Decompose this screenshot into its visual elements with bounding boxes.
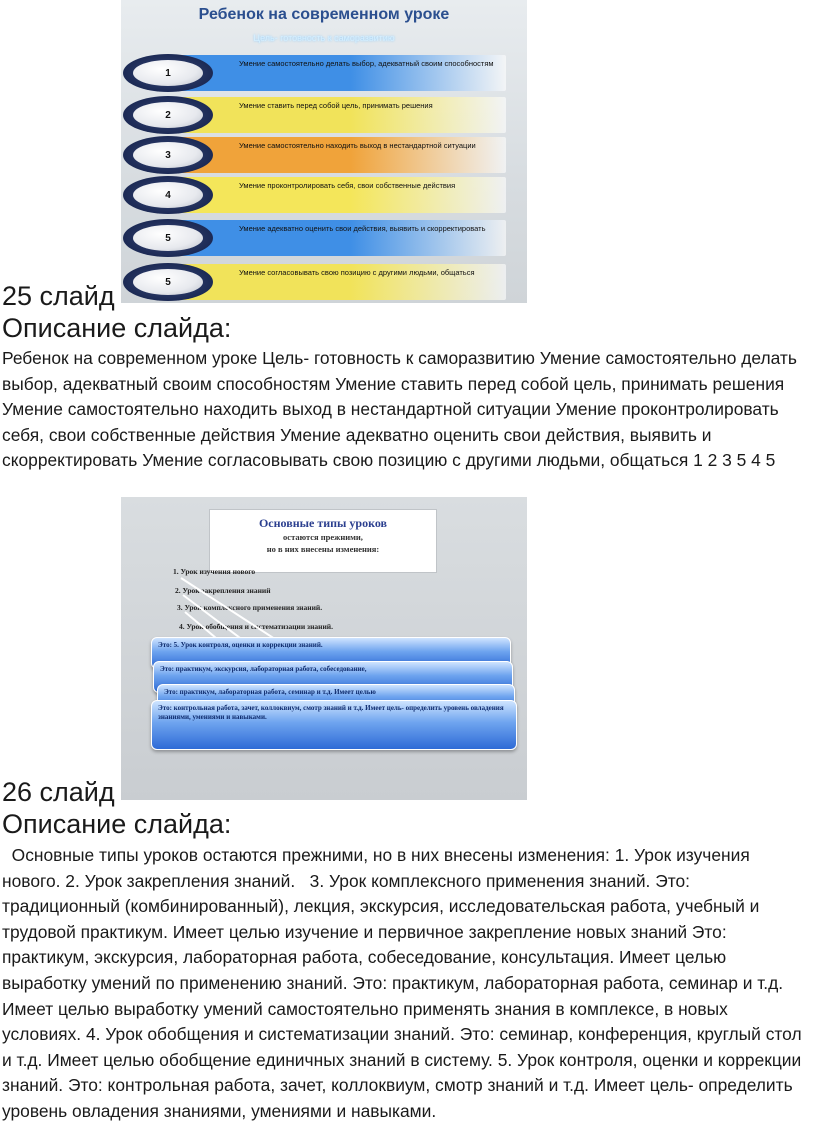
slide-26-image: [121, 497, 527, 800]
slide-25-number: 5: [133, 269, 203, 295]
slide-25-row: [121, 134, 527, 176]
slide-26-panel: Это: практикум, лабораторная работа, семинар и т.д. Имеет целью: [157, 684, 515, 712]
slide-25-row-text: Умение согласовывать свою позицию с другими людьми, общаться: [239, 268, 475, 277]
slide-25-row-text: Умение ставить перед собой цель, принимать решения: [239, 101, 433, 110]
slide-25-number: 5: [133, 225, 203, 251]
slide-25-row-text: Умение проконтролировать себя, свои собственные действия: [239, 181, 456, 190]
slide-25-number: 1: [133, 60, 203, 86]
slide-25-image: [121, 0, 527, 303]
slide-26-subtitle: но в них внесены изменения:: [266, 544, 380, 554]
slide-25-oval: [123, 263, 213, 301]
slide-25-oval: [123, 219, 213, 257]
slide-25-number: 3: [133, 142, 203, 168]
slide-26-subtitle: остаются прежними,: [283, 532, 363, 542]
slide-25-row: [121, 261, 527, 303]
slide-25-title: Ребенок на современном уроке: [198, 6, 450, 23]
slide-26-panel: Это: 5. Урок контроля, оценки и коррекции знаний.: [151, 637, 511, 669]
slide-25-description-heading: Описание слайда:: [2, 313, 232, 343]
slide-25-subtitle: Цель- готовность к саморазвитию: [253, 33, 395, 43]
slide-25-row: [121, 217, 527, 259]
slide-26-panel: Это: контрольная работа, зачет, коллоквиум, смотр знаний и т.д. Имеет цель- определить уровень овладения знаниями, умениями и навыками.: [151, 700, 517, 750]
slide-26-list-item: 2. Урок закрепления знаний: [175, 586, 271, 595]
slide-25-number: 4: [133, 182, 203, 208]
slide-25-description: Ребенок на современном уроке Цель- готовность к саморазвитию Умение самостоятельно делать выбор, адекватный своим способностям Умение ставить перед собой цель, принимать решения Умение самостоятельно находить выход в нестандартной ситуации Умение проконтролировать себя, свои собственные действия Умение адекватно оценить свои действия, выявить и скорректировать Умение согласовывать свою позицию с другими людьми, общаться 1 2 3 5 4 5: [2, 348, 797, 471]
slide-25-number: 2: [133, 102, 203, 128]
slide-25-oval: [123, 54, 213, 92]
slide-25-row-text: Умение самостоятельно находить выход в нестандартной ситуации: [239, 141, 476, 150]
slide-25-row-text: Умение адекватно оценить свои действия, выявить и скорректировать: [239, 224, 486, 233]
slide-25-row: [121, 52, 527, 94]
slide-25-heading: 25 слайд: [2, 281, 115, 311]
slide-26-heading: 26 слайд: [2, 777, 115, 807]
slide-25-oval: [123, 136, 213, 174]
slide-25-row: [121, 174, 527, 216]
slide-26-title-box: [209, 509, 437, 573]
slide-26-list-item: 3. Урок комплексного применения знаний.: [177, 603, 323, 612]
slide-25-oval: [123, 176, 213, 214]
slide-26-list-item: 1. Урок изучения нового: [173, 567, 256, 576]
slide-26-panel: Это: практикум, экскурсия, лабораторная работа, собеседование,: [153, 661, 513, 693]
slide-26-description-heading: Описание слайда:: [2, 809, 232, 839]
slide-26-title: Основные типы уроков: [258, 516, 388, 530]
slide-25-row: [121, 94, 527, 136]
slide-25-row-text: Умение самостоятельно делать выбор, адекватный своим способностям: [239, 59, 494, 68]
slide-26-description: Основные типы уроков остаются прежними, но в них внесены изменения: 1. Урок изучения нового. 2. Урок закрепления знаний. 3. Урок комплексного применения знаний. Это: традиционный (комбинированный), лекция, экскурсия, исследовательская работа, учебный и трудовой практикум. Имеет целью изучение и первичное закрепление новых знаний Это: практикум, экскурсия, лабораторная работа, собеседование, консультация. Имеет целью выработку умений по применению знаний. Это: практикум, лабораторная работа, семинар и т.д. Имеет целью выработку умений самостоятельно применять знания в комплексе, в новых условиях. 4. Урок обобщения и систематизации знаний. Это: семинар, конференция, круглый стол и т.д. Имеет целью обобщение единичных знаний в систему. 5. Урок контроля, оценки и коррекции знаний. Это: контрольная работа, зачет, коллоквиум, смотр знаний и т.д. Имеет цель- определить уровень овладения знаниями, умениями и навыками.: [2, 845, 807, 1121]
slide-25-oval: [123, 96, 213, 134]
slide-26-list-item: 4. Урок обобщения и систематизации знаний.: [179, 622, 333, 631]
